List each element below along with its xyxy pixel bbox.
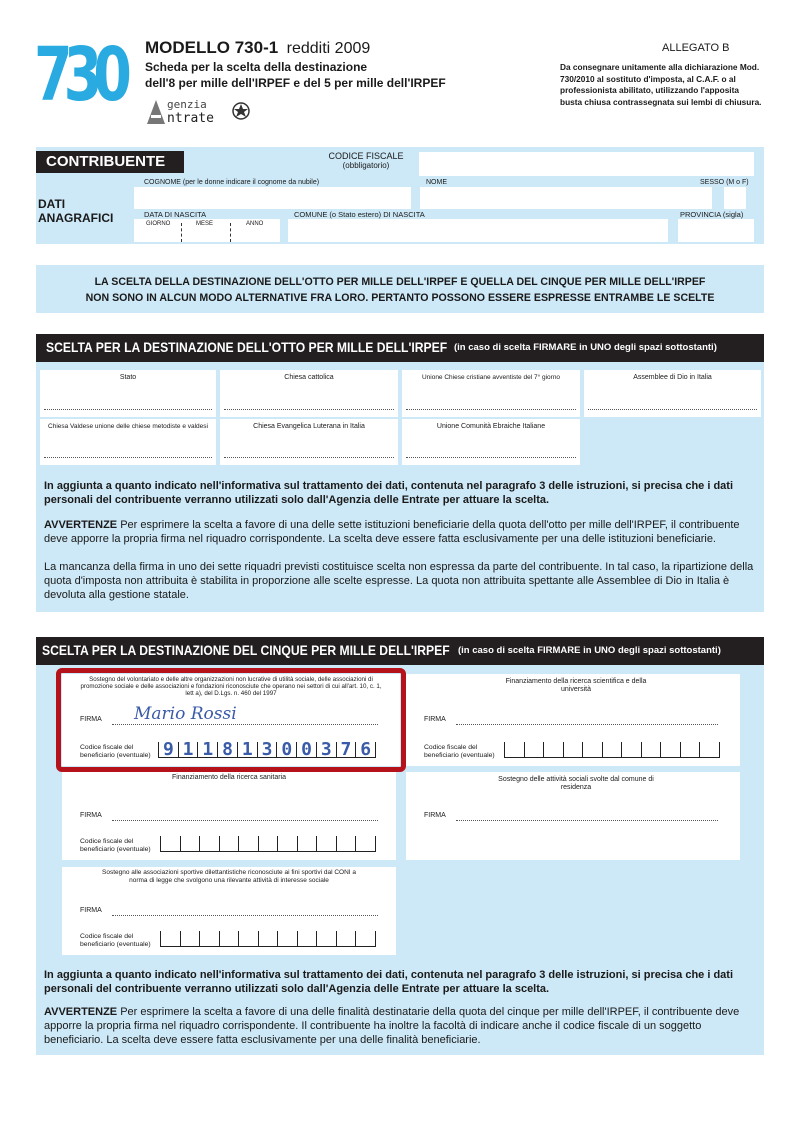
cf-label-line-1: Codice fiscale del (424, 744, 478, 751)
cf-label-line-1: Codice fiscale del (80, 744, 134, 751)
otto-cell-label: Chiesa Valdese unione delle chiese metodiste e valdesi (48, 423, 208, 430)
provincia-field[interactable] (678, 219, 754, 242)
cf-cell[interactable] (504, 742, 524, 758)
firma-label: FIRMA (80, 812, 102, 819)
otto-cell-luterana[interactable] (220, 419, 398, 465)
cf-label (80, 744, 151, 760)
otto-title: SCELTA PER LA DESTINAZIONE DELL'OTTO PER MILLE DELL'IRPEF (46, 340, 448, 355)
giorno-label: GIORNO (146, 221, 171, 227)
cf-digit: 3 (320, 739, 332, 760)
cf-cell[interactable] (180, 836, 200, 852)
contribuente-section (36, 147, 764, 244)
cf-cell[interactable] (160, 931, 180, 947)
allegato-label: ALLEGATO B (662, 42, 730, 54)
handwritten-signature: Mario Rossi (134, 704, 237, 724)
signature-line (112, 820, 378, 821)
cf-cell[interactable] (680, 742, 700, 758)
otto-mancanza: La mancanza della firma in uno dei sette riquadri previsti costituisce scelta non espressa da parte del contribuente. In tal caso, la ripartizione della quota d'imposta non attribuita è stabilita in proporzione alle scelte espresse. La quota non attribuita spettante alle Assemblee di Dio in Italia è devoluta alla gestione statale. (44, 561, 754, 601)
cf-cell[interactable] (197, 739, 217, 760)
otto-cell-assemblee-dio[interactable] (584, 370, 761, 417)
signature-line (406, 409, 576, 410)
otto-avvertenze-text: Per esprimere la scelta a favore di una delle sette istituzioni beneficiarie della quota dell'otto per mille dell'IRPEF, il contribuente deve apporre la propria firma nel riquadro corrispondente. La scelta deve essere fatta esclusivamente per una delle istituzioni beneficiarie. (44, 519, 740, 545)
codice-fiscale-beneficiario[interactable] (160, 931, 376, 947)
form-title (145, 38, 370, 58)
cf-cell[interactable] (602, 742, 622, 758)
cf-digit: 7 (340, 739, 352, 760)
cf-cell[interactable] (582, 742, 602, 758)
codice-fiscale-beneficiario[interactable] (158, 739, 376, 760)
anno-label: ANNO (246, 221, 264, 227)
notice-line-2: NON SONO IN ALCUN MODO ALTERNATIVE FRA LORO. PERTANTO POSSONO ESSERE ESPRESSE ENTRAMBE LE SCELTE (85, 292, 715, 304)
cf-cell[interactable] (238, 931, 258, 947)
signature-line (588, 409, 757, 410)
cf-label-line-1: Codice fiscale del (80, 838, 134, 845)
cf-cell[interactable] (258, 931, 278, 947)
cf-label-line-2: beneficiario (eventuale) (424, 752, 495, 759)
cf-cell[interactable] (257, 739, 277, 760)
otto-cell-label: Chiesa Evangelica Luterana in Italia (253, 423, 365, 430)
date-divider (230, 223, 231, 242)
otto-title-note: (in caso di scelta FIRMARE in UNO degli spazi sottostanti) (454, 342, 717, 353)
cf-digit: 0 (301, 739, 312, 760)
cf-digit: 1 (241, 739, 253, 760)
codice-fiscale-beneficiario[interactable] (504, 742, 720, 758)
signature-line (224, 457, 394, 458)
signature-line (456, 724, 718, 725)
form-title-year: redditi 2009 (286, 40, 371, 57)
cinque-avvertenze-label: AVVERTENZE (44, 1006, 118, 1018)
comune-field[interactable] (288, 219, 668, 242)
signature-line (224, 409, 394, 410)
header (0, 0, 800, 140)
cf-cell[interactable] (699, 742, 720, 758)
signature-line (406, 457, 576, 458)
cf-cell[interactable] (296, 739, 316, 760)
agency-line-2: ntrate (167, 111, 214, 126)
cinque-box-attivita-sociali[interactable] (406, 772, 740, 860)
box-title: Finanziamento della ricerca scientifica e della università (505, 678, 647, 693)
cf-cell[interactable] (276, 739, 296, 760)
cf-cell[interactable] (297, 836, 317, 852)
cf-cell[interactable] (238, 836, 258, 852)
cf-label-line-1: Codice fiscale del (80, 933, 134, 940)
cinque-box-sportive[interactable] (62, 867, 396, 955)
cf-cell[interactable] (219, 931, 239, 947)
cf-cell[interactable] (316, 739, 336, 760)
firma-label: FIRMA (80, 907, 102, 914)
cinque-title-bar (36, 637, 764, 665)
cinque-avvertenze (44, 1005, 758, 1047)
agency-line-1: genzia (167, 98, 207, 111)
cf-cell[interactable] (178, 739, 198, 760)
signature-line (44, 409, 212, 410)
cognome-field[interactable] (134, 187, 411, 209)
codice-fiscale-field[interactable] (419, 152, 754, 176)
cf-digit: 1 (202, 739, 214, 760)
otto-cell-stato[interactable] (40, 370, 216, 417)
cf-cell[interactable] (158, 739, 178, 760)
cf-cell[interactable] (563, 742, 583, 758)
otto-title-bar (36, 334, 764, 362)
cf-digit: 0 (281, 739, 293, 760)
box-title: Sostegno alle associazioni sportive dilettantistiche riconosciute ai fini sportivi dal CONI a norma di legge che svolgono una rilevante attività di interesse sociale (102, 869, 356, 884)
cf-cell[interactable] (660, 742, 680, 758)
otto-info: In aggiunta a quanto indicato nell'informativa sul trattamento dei dati, contenuta nel paragrafo 3 delle istruzioni, si precisa che i dati personali del contribuente verranno utilizzati solo dall'Agenzia delle Entrate per attuare la scelta. (44, 480, 734, 506)
provincia-label: PROVINCIA (sigla) (680, 210, 744, 219)
data-nascita-field[interactable] (134, 219, 280, 242)
otto-cell-label: Unione Chiese cristiane avventiste del 7° giorno (421, 374, 561, 381)
nome-label: NOME (426, 179, 447, 186)
data-nascita-label: DATA DI NASCITA (144, 210, 207, 219)
codice-fiscale-label (296, 151, 436, 170)
otto-section (36, 334, 764, 612)
notice-box (36, 265, 764, 313)
cf-cell[interactable] (355, 836, 376, 852)
cf-label-line-2: beneficiario (eventuale) (80, 752, 151, 759)
cf-cell[interactable] (217, 739, 237, 760)
firma-label: FIRMA (424, 812, 446, 819)
cf-cell[interactable] (258, 836, 278, 852)
cf-cell[interactable] (355, 931, 376, 947)
otto-cell-label: Assemblee di Dio in Italia (633, 374, 712, 381)
cf-digit: 9 (162, 739, 174, 760)
cf-cell[interactable] (199, 836, 219, 852)
logo-730: 730 (34, 32, 123, 118)
cf-digit: 8 (222, 739, 233, 760)
cf-cell[interactable] (277, 836, 297, 852)
contribuente-title: CONTRIBUENTE (36, 151, 184, 173)
otto-avvertenze-label: AVVERTENZE (44, 519, 118, 531)
cinque-title: SCELTA PER LA DESTINAZIONE DEL CINQUE PER MILLE DELL'IRPEF (42, 643, 450, 658)
box-title: Finanziamento della ricerca sanitaria (172, 774, 286, 781)
otto-cell-label: Stato (119, 374, 137, 381)
cinque-section (36, 637, 764, 1055)
firma-label: FIRMA (424, 716, 446, 723)
firma-label: FIRMA (80, 716, 102, 723)
dati-label-2: ANAGRAFICI (38, 211, 114, 225)
signature-line (112, 724, 378, 725)
cf-cell[interactable] (237, 739, 257, 760)
mese-label: MESE (196, 221, 214, 227)
otto-cell-valdese[interactable] (40, 419, 216, 465)
cf-cell[interactable] (277, 931, 297, 947)
signature-line (112, 915, 378, 916)
signature-line (44, 457, 212, 458)
cf-cell[interactable] (355, 739, 376, 760)
notice-line-1: LA SCELTA DELLA DESTINAZIONE DELL'OTTO PER MILLE DELL'IRPEF E QUELLA DEL CINQUE PER MILLE DELL'IRPEF (94, 276, 706, 288)
cf-digit: 3 (261, 739, 273, 760)
cf-cell[interactable] (199, 931, 219, 947)
cf-label (424, 744, 495, 760)
box-title: Sostegno del volontariato e delle altre organizzazioni non lucrative di utilità sociale, delle associazioni di promozione sociale e delle associazioni e fondazioni riconosciute che operano nei settori di cui all'art. 10, c. 1, lett a), del D.Lgs. n. 460 del 1997 (80, 676, 382, 698)
cf-label (80, 838, 151, 854)
cf-cell[interactable] (641, 742, 661, 758)
codice-fiscale-beneficiario[interactable] (160, 836, 376, 852)
cf-label-line-2: beneficiario (eventuale) (80, 846, 151, 853)
form-subtitle-2: dell'8 per mille dell'IRPEF e del 5 per mille dell'IRPEF (145, 76, 446, 90)
otto-avvertenze (44, 518, 758, 546)
otto-cell-avventiste[interactable] (402, 370, 580, 417)
cf-label (80, 933, 151, 949)
header-note: Da consegnare unitamente alla dichiarazione Mod. 730/2010 al sostituto d'imposta, al C.A.F. o al professionista abilitato, utilizzando l'apposita busta chiusa contrassegnata sui lembi di chiusura. (560, 62, 762, 107)
codice-fiscale-label-text: CODICE FISCALE (328, 151, 404, 161)
cf-cell[interactable] (219, 836, 239, 852)
dati-anagrafici-label (38, 197, 113, 225)
sesso-label: SESSO (M o F) (700, 179, 749, 186)
cf-cell[interactable] (316, 836, 336, 852)
codice-fiscale-sub: (obbligatorio) (342, 161, 390, 170)
cinque-title-note: (in caso di scelta FIRMARE in UNO degli spazi sottostanti) (458, 645, 721, 656)
cognome-label: COGNOME (per le donne indicare il cognome da nubile) (144, 179, 320, 186)
cinque-box-ricerca-scientifica[interactable] (406, 674, 740, 766)
agency-a-icon (145, 98, 167, 126)
dati-label-1: DATI (38, 197, 66, 211)
cf-cell[interactable] (297, 931, 317, 947)
otto-cell-label: Chiesa cattolica (284, 374, 334, 381)
cinque-info: In aggiunta a quanto indicato nell'informativa sul trattamento dei dati, contenuta nel paragrafo 3 delle istruzioni, si precisa che i dati personali del contribuente verranno utilizzati solo dall'Agenzia delle Entrate per attuare la scelta. (44, 969, 734, 995)
cinque-box-ricerca-sanitaria[interactable] (62, 772, 396, 860)
date-divider (181, 223, 182, 242)
nome-field[interactable] (420, 187, 712, 209)
cf-cell[interactable] (180, 931, 200, 947)
form-title-main: MODELLO 730-1 (145, 38, 279, 57)
cf-cell[interactable] (336, 836, 356, 852)
box-title: Sostegno delle attività sociali svolte dal comune di residenza (498, 776, 654, 791)
cf-digit: 6 (360, 739, 372, 760)
otto-cell-ebraiche[interactable] (402, 419, 580, 465)
cf-cell[interactable] (160, 836, 180, 852)
cf-label-line-2: beneficiario (eventuale) (80, 941, 151, 948)
cf-cell[interactable] (336, 739, 356, 760)
otto-cell-chiesa-cattolica[interactable] (220, 370, 398, 417)
form-subtitle-1: Scheda per la scelta della destinazione (145, 60, 368, 74)
cf-cell[interactable] (524, 742, 544, 758)
comune-label: COMUNE (o Stato estero) DI NASCITA (294, 210, 425, 219)
emblem-icon (231, 101, 251, 121)
agenzia-entrate-logo (145, 96, 260, 126)
cinque-avvertenze-text: Per esprimere la scelta a favore di una delle finalità destinatarie della quota del cinque per mille dell'IRPEF, il contribuente deve apporre la propria firma nel riquadro corrispondente. Il contribuente ha inoltre la facoltà di indicare anche il codice fiscale di un soggetto beneficiario. La scelta deve essere fatta esclusivamente per una delle finalità beneficiarie. (44, 1006, 740, 1046)
signature-line (456, 820, 718, 821)
sesso-field[interactable] (724, 187, 746, 209)
cf-cell[interactable] (316, 931, 336, 947)
cf-cell[interactable] (336, 931, 356, 947)
cf-cell[interactable] (543, 742, 563, 758)
cf-cell[interactable] (621, 742, 641, 758)
cf-digit: 1 (182, 739, 194, 760)
otto-cell-label: Unione Comunità Ebraiche Italiane (436, 423, 546, 430)
cinque-box-volontariato[interactable] (62, 674, 400, 766)
